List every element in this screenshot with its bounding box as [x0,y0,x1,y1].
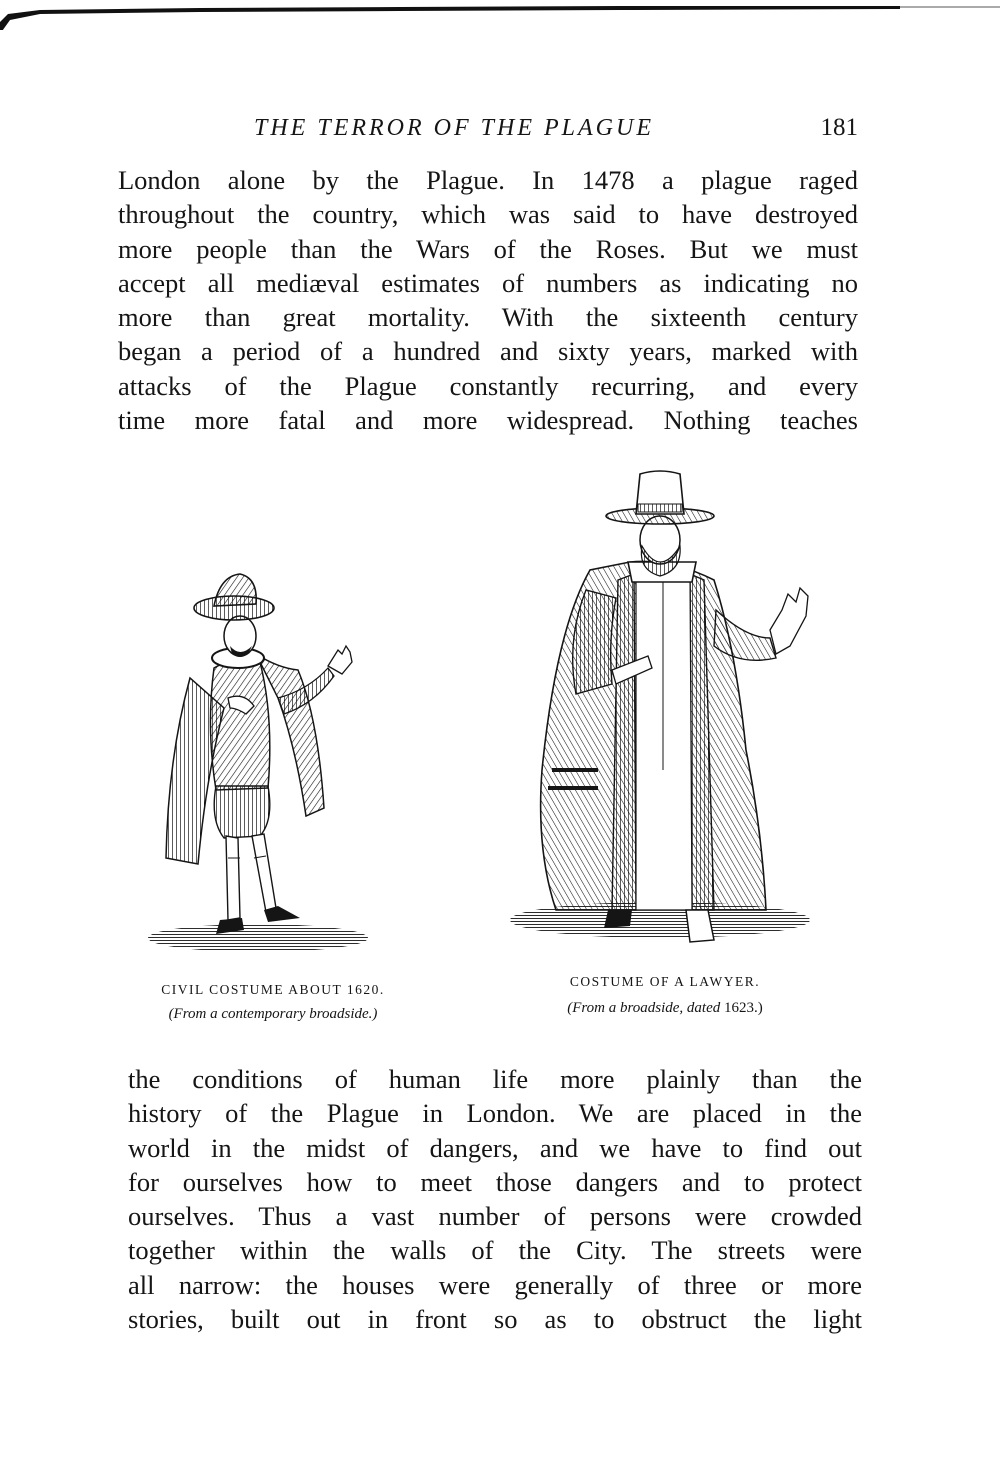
lawyer-costume-source [500,1000,830,1017]
text-line: stories, built out in front so as to obstruct the light [128,1304,862,1335]
paragraph-top [118,163,858,437]
text-line: began a period of a hundred and sixty years, marked with [118,336,858,367]
text-line: for ourselves how to meet those dangers and to protect [128,1166,862,1197]
lawyer-costume-caption: COSTUME OF A LAWYER. [569,974,761,989]
text-line: the conditions of human life more plainly than the [128,1064,862,1094]
civil-costume-caption: CIVIL COSTUME ABOUT 1620. [161,982,385,997]
figure-civil-costume [128,558,418,1028]
text-line: time more fatal and more widespread. Nothing teaches [118,405,858,436]
text-line: throughout the country, which was said to have destroyed [118,199,858,230]
lawyer-costume-engraving [500,470,830,960]
lawyer-source-prefix: (From a broadside, dated [567,1000,721,1016]
civil-costume-source: (From a contemporary broadside.) [168,1006,378,1022]
text-line: world in the midst of dangers, and we have to find out [128,1132,862,1163]
text-line: attacks of the Plague constantly recurring, and every [118,370,858,401]
text-line: London alone by the Plague. In 1478 a plague raged [118,165,858,195]
text-line: more people than the Wars of the Roses. But we must [118,233,858,264]
paragraph-bottom [128,1062,862,1336]
scan-top-edge [0,0,1000,30]
page-number: 181 [820,114,858,141]
running-title: THE TERROR OF THE PLAGUE [254,115,654,141]
text-line: together within the walls of the City. The streets were [128,1235,862,1266]
civil-costume-engraving [128,558,418,968]
running-head [118,112,858,144]
text-line: accept all mediæval estimates of numbers as indicating no [118,267,858,298]
text-line: all narrow: the houses were generally of three or more [128,1269,862,1300]
lawyer-source-date: 1623.) [724,1000,763,1016]
text-line: history of the Plague in London. We are placed in the [128,1098,862,1129]
figure-lawyer-costume [500,470,830,1028]
text-line: ourselves. Thus a vast number of persons were crowded [128,1201,862,1232]
text-line: more than great mortality. With the sixteenth century [118,302,858,333]
